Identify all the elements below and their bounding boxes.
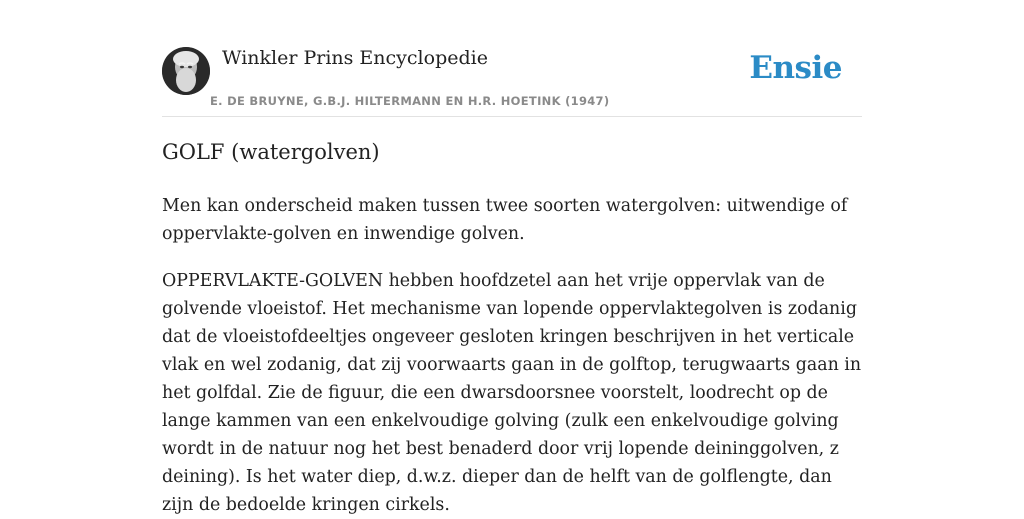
header — [162, 0, 862, 117]
portrait-icon — [162, 47, 210, 95]
authors-byline: E. DE BRUYNE, G.B.J. HILTERMANN EN H.R. HOETINK (1947) — [210, 94, 610, 108]
article-title: GOLF (watergolven) — [162, 140, 380, 164]
site-title[interactable]: Winkler Prins Encyclopedie — [222, 47, 488, 69]
article-paragraph: Men kan onderscheid maken tussen twee soorten watergolven: uitwendige of oppervlakte-golven en inwendige golven. — [162, 196, 848, 244]
article-paragraph: OPPERVLAKTE-GOLVEN hebben hoofdzetel aan het vrije oppervlak van de golvende vloeistof. Het mechanisme van lopende oppervlaktegolven is zodanig dat de vloeistofdeeltjes ongeveer gesloten kringen beschrijven in het verticale vlak en wel zodanig, dat zij voorwaarts gaan in de golftop, terugwaarts gaan in het golfdal. Zie de figuur, die een dwarsdoorsnee voorstelt, loodrecht op de lange kammen van een enkelvoudige golving (zulk een enkelvoudige golving wordt in de natuur nog het best benaderd door vrij lopende deininggolven, z deining). Is het water diep, d.w.z. dieper dan de helft van de golflengte, dan zijn de bedoelde kringen cirkels. — [162, 271, 862, 515]
author-avatar-icon — [162, 47, 210, 95]
brand-logo-link[interactable]: Ensie — [749, 50, 842, 86]
page — [162, 0, 862, 515]
